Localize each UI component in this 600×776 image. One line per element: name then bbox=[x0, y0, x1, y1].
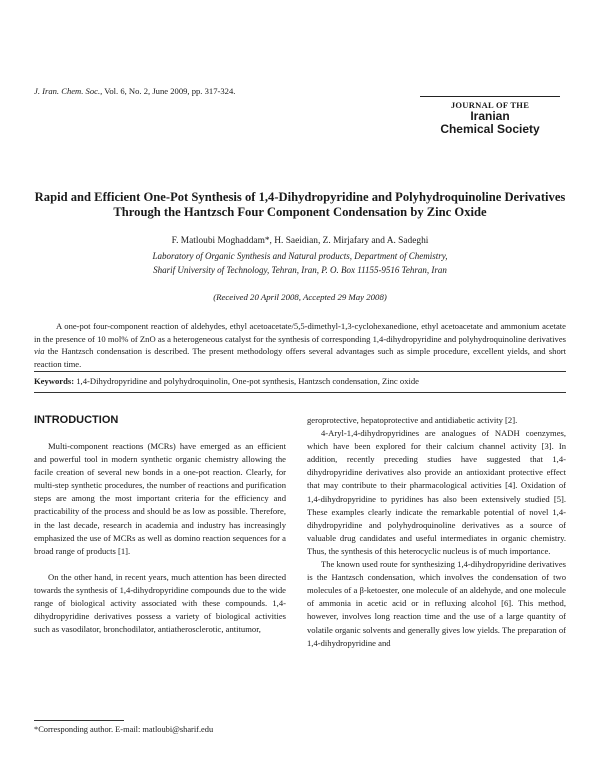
right-column bbox=[307, 414, 566, 650]
author-list: F. Matloubi Moghaddam*, H. Saeidian, Z. Mirjafary and A. Sadeghi bbox=[171, 236, 429, 246]
abstract-part2: the Hantzsch condensation is described. The present methodology offers several advantages such as simple procedure, excellent yields, and short reaction time. bbox=[34, 346, 566, 369]
paper-title: Rapid and Efficient One-Pot Synthesis of 1,4-Dihydropyridine and Polyhydroquinoline Derivatives Through the Hantzsch Four Component Condensation by Zinc Oxide bbox=[34, 190, 566, 219]
right-paragraph-1: 4-Aryl-1,4-dihydropyridines are analogues of NADH coenzymes, which have been explored for their calcium channel activity [3]. In addition, recently preceding studies have suggested that 1,4-dihydropyridine derivatives also provide an antioxidant protective effect that may contribute to their pharmacological activities [4]. Oxidation of 1,4-dihydropyridine to pyridines has also been extensively studied [5]. These examples clearly indicate the remarkable potential of novel 1,4-dihydropyridine and polyhydroquinoline derivatives as a source of valuable drug candidates and useful intermediates in organic chemistry. Thus, the synthesis of this heterocyclic nucleus is of much importance. bbox=[307, 428, 566, 556]
masthead-line3: Chemical Society bbox=[440, 122, 540, 136]
abstract bbox=[34, 320, 566, 370]
journal-citation bbox=[34, 86, 235, 96]
keywords-text: 1,4-Dihydropyridine and polyhydroquinolin, One-pot synthesis, Hantzsch condensation, Zinc oxide bbox=[74, 376, 419, 386]
journal-masthead bbox=[420, 96, 560, 136]
left-paragraph-2: On the other hand, in recent years, much attention has been directed towards the synthesis of 1,4-dihydropyridine compounds due to the wide range of biological activity associated with these compounds. 1,4-dihydropyridine derivatives possess a variety of biological activities such as vasodilator, bronchodilator, antiatherosclerotic, antitumor, bbox=[34, 571, 286, 635]
keywords-label: Keywords: bbox=[34, 376, 75, 386]
keywords bbox=[34, 376, 566, 386]
masthead-line1: JOURNAL OF THE bbox=[450, 100, 530, 110]
keywords-bottom-rule bbox=[34, 392, 566, 393]
footnote-rule bbox=[34, 720, 124, 721]
right-paragraph-0: geroprotective, hepatoprotective and antidiabetic activity [2]. bbox=[307, 415, 518, 425]
section-heading-introduction: INTRODUCTION bbox=[34, 414, 119, 426]
affiliation-line1: Laboratory of Organic Synthesis and Natural products, Department of Chemistry, bbox=[152, 251, 448, 261]
corresponding-author-footnote: *Corresponding author. E-mail: matloubi@sharif.edu bbox=[34, 725, 214, 734]
citation-volume: Vol. 6, No. 2, June 2009, pp. 317-324. bbox=[102, 86, 236, 96]
masthead-rule bbox=[420, 96, 560, 97]
affiliation bbox=[30, 250, 570, 277]
right-paragraph-2: The known used route for synthesizing 1,4-dihydropyridine derivatives is the Hantzsch condensation, which involves the condensation of two molecules of a β-ketoester, one molecule of an aldehyde, and one molecule of ammonia in acetic acid or in refluxing alcohol [6]. This method, however, involves long reaction time and the use of a large quantity of volatile organic solvents and generally gives low yields. The preparation of 1,4-dihydropyridine and bbox=[307, 559, 566, 648]
affiliation-line2: Sharif University of Technology, Tehran, Iran, P. O. Box 11155-9516 Tehran, Iran bbox=[153, 264, 447, 275]
abstract-part1: A one-pot four-component reaction of aldehydes, ethyl acetoacetate/5,5-dimethyl-1,3-cyclohexanedione, ethyl acetoacetate and ammonium acetate in the presence of 10 mol% of ZnO as a heterogeneous catalyst for the synthesis of corresponding 1,4-dihydropyridine and polyhydroquinoline derivatives bbox=[34, 321, 566, 344]
masthead-line2: Iranian bbox=[470, 109, 510, 123]
abstract-via: via bbox=[34, 346, 45, 356]
received-dates: (Received 20 April 2008, Accepted 29 May 2008) bbox=[213, 292, 387, 302]
left-column bbox=[34, 440, 286, 636]
citation-journal: J. Iran. Chem. Soc., bbox=[34, 86, 103, 96]
left-paragraph-1: Multi-component reactions (MCRs) have emerged as an efficient and powerful tool in modern synthetic organic chemistry allowing the facile creation of several new bonds in a one-pot reaction. Clearly, for multi-step synthetic procedures, the number of reactions and purification steps are among the most important criteria for the efficiency and practicability of the process and should be as low as possible. Therefore, in the last decade, research in academia and industry has increasingly emphasized the use of MCRs as well as domino reaction sequences for a broad range of products [1]. bbox=[34, 441, 286, 556]
keywords-top-rule bbox=[34, 371, 566, 372]
